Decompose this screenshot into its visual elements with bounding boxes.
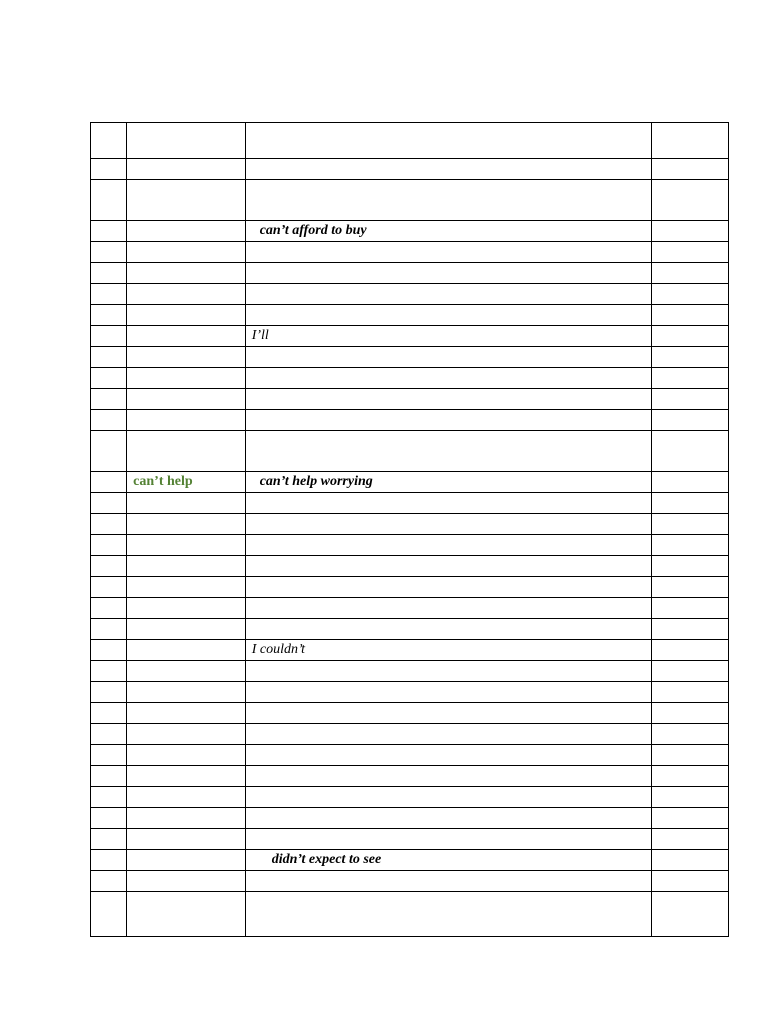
table-row (91, 829, 729, 850)
table-cell (245, 892, 651, 937)
table-cell (245, 410, 651, 431)
table-cell (245, 745, 651, 766)
table-cell (245, 326, 651, 347)
table-cell (651, 159, 728, 180)
table-cell (91, 493, 127, 514)
table-cell (245, 640, 651, 661)
table-row (91, 724, 729, 745)
table-row (91, 871, 729, 892)
table-cell (91, 787, 127, 808)
table-cell (651, 850, 728, 871)
table-cell (127, 808, 246, 829)
table-cell (651, 535, 728, 556)
table-cell (651, 347, 728, 368)
table-cell (127, 305, 246, 326)
table-row (91, 808, 729, 829)
table-cell (127, 724, 246, 745)
table-cell (127, 619, 246, 640)
table-row (91, 263, 729, 284)
table-cell (91, 850, 127, 871)
table-cell (245, 619, 651, 640)
table-cell (91, 326, 127, 347)
table-cell (91, 766, 127, 787)
table-cell (127, 221, 246, 242)
table-cell (651, 682, 728, 703)
table-row (91, 577, 729, 598)
table-cell (245, 703, 651, 724)
table-cell (127, 159, 246, 180)
table-cell (651, 808, 728, 829)
table-cell (91, 472, 127, 493)
table-cell (245, 180, 651, 221)
table-row (91, 347, 729, 368)
table-cell (91, 368, 127, 389)
table-cell (245, 284, 651, 305)
table-cell (127, 703, 246, 724)
table-row (91, 368, 729, 389)
table-cell (91, 347, 127, 368)
table-cell (91, 703, 127, 724)
table-cell (245, 535, 651, 556)
table-cell (245, 242, 651, 263)
table-cell (651, 431, 728, 472)
table-cell (245, 472, 651, 493)
table-cell (127, 472, 246, 493)
table-row (91, 745, 729, 766)
table-cell (651, 829, 728, 850)
table-cell (127, 431, 246, 472)
table-cell (651, 556, 728, 577)
table-row (91, 766, 729, 787)
table-cell (127, 347, 246, 368)
table-cell (245, 577, 651, 598)
table-cell (91, 808, 127, 829)
table-row (91, 389, 729, 410)
table-row (91, 661, 729, 682)
table-cell (127, 284, 246, 305)
table-cell (127, 745, 246, 766)
table-cell (127, 180, 246, 221)
table-cell (245, 389, 651, 410)
table-cell (91, 123, 127, 159)
table-cell (651, 368, 728, 389)
table-cell (91, 871, 127, 892)
table-row (91, 703, 729, 724)
table-cell (127, 535, 246, 556)
table-cell (127, 598, 246, 619)
table-cell (127, 661, 246, 682)
table-row (91, 472, 729, 493)
table-cell (245, 493, 651, 514)
word-cant-help: can’t help (133, 474, 193, 489)
table-row (91, 850, 729, 871)
table-cell (651, 745, 728, 766)
table-cell (127, 123, 246, 159)
table-row (91, 640, 729, 661)
table-cell (91, 535, 127, 556)
table-cell (127, 787, 246, 808)
table-cell (245, 850, 651, 871)
table-cell (651, 123, 728, 159)
table-cell (245, 661, 651, 682)
table-cell (651, 326, 728, 347)
table-cell (91, 159, 127, 180)
table-cell (245, 159, 651, 180)
table-row (91, 305, 729, 326)
table-cell (651, 640, 728, 661)
table-row (91, 514, 729, 535)
phrase-didnt-expect-to-see: didn’t expect to see (271, 852, 382, 867)
table-cell (245, 123, 651, 159)
table-cell (91, 619, 127, 640)
table-cell (91, 577, 127, 598)
table-cell (91, 514, 127, 535)
table-cell (91, 431, 127, 472)
table-cell (127, 766, 246, 787)
exercise-table (90, 122, 729, 937)
table-cell (245, 347, 651, 368)
table-row (91, 535, 729, 556)
table-cell (127, 263, 246, 284)
table-cell (127, 892, 246, 937)
table-cell (127, 389, 246, 410)
table-cell (245, 787, 651, 808)
table-cell (651, 871, 728, 892)
table-cell (245, 221, 651, 242)
phrase-ill: I’ll (251, 328, 269, 343)
table-row (91, 180, 729, 221)
table-cell (127, 850, 246, 871)
phrase-cant-afford-to-buy: can’t afford to buy (259, 223, 367, 238)
table-row (91, 598, 729, 619)
table-cell (91, 661, 127, 682)
table-cell (127, 368, 246, 389)
table-cell (127, 682, 246, 703)
table-cell (651, 180, 728, 221)
table-cell (651, 472, 728, 493)
table-cell (91, 892, 127, 937)
table-cell (245, 682, 651, 703)
table-cell (651, 263, 728, 284)
table-row (91, 787, 729, 808)
table-cell (91, 263, 127, 284)
table-cell (127, 493, 246, 514)
table-row (91, 159, 729, 180)
table-row (91, 410, 729, 431)
table-cell (91, 180, 127, 221)
table-row (91, 892, 729, 937)
table-row (91, 221, 729, 242)
phrase-i-couldnt: I couldn’t (251, 642, 305, 657)
table-row (91, 682, 729, 703)
table-cell (91, 745, 127, 766)
table-cell (91, 556, 127, 577)
table-cell (651, 661, 728, 682)
table-row (91, 431, 729, 472)
table-cell (245, 766, 651, 787)
table-cell (91, 724, 127, 745)
table-cell (127, 577, 246, 598)
table-cell (127, 514, 246, 535)
table-row (91, 493, 729, 514)
table-cell (91, 221, 127, 242)
table-cell (245, 829, 651, 850)
table-cell (127, 871, 246, 892)
table-cell (91, 640, 127, 661)
table-cell (651, 242, 728, 263)
table-cell (127, 640, 246, 661)
table-cell (245, 724, 651, 745)
table-cell (245, 368, 651, 389)
table-cell (651, 787, 728, 808)
table-cell (245, 431, 651, 472)
table-cell (91, 410, 127, 431)
table-cell (651, 305, 728, 326)
table-row (91, 284, 729, 305)
table-cell (651, 724, 728, 745)
table-cell (245, 514, 651, 535)
table-cell (127, 242, 246, 263)
table-cell (651, 766, 728, 787)
table-cell (651, 493, 728, 514)
table-row (91, 326, 729, 347)
table-cell (651, 221, 728, 242)
table-cell (245, 871, 651, 892)
table-cell (245, 556, 651, 577)
table-cell (651, 284, 728, 305)
table-cell (127, 829, 246, 850)
table-cell (245, 598, 651, 619)
table-cell (651, 514, 728, 535)
table-row (91, 556, 729, 577)
table-cell (91, 305, 127, 326)
table-cell (651, 619, 728, 640)
table-cell (245, 263, 651, 284)
table-cell (651, 598, 728, 619)
table-cell (127, 326, 246, 347)
table-cell (651, 577, 728, 598)
table-cell (91, 242, 127, 263)
table-cell (651, 389, 728, 410)
table-cell (127, 556, 246, 577)
table-cell (127, 410, 246, 431)
table-row (91, 242, 729, 263)
table-cell (91, 598, 127, 619)
phrase-cant-help-worrying: can’t help worrying (259, 474, 373, 489)
table-cell (245, 305, 651, 326)
table-cell (651, 892, 728, 937)
table-cell (245, 808, 651, 829)
table-cell (651, 703, 728, 724)
table-row (91, 619, 729, 640)
table-cell (91, 389, 127, 410)
table-cell (91, 284, 127, 305)
table-header-row (91, 123, 729, 159)
table-cell (91, 829, 127, 850)
table-cell (91, 682, 127, 703)
table-cell (651, 410, 728, 431)
